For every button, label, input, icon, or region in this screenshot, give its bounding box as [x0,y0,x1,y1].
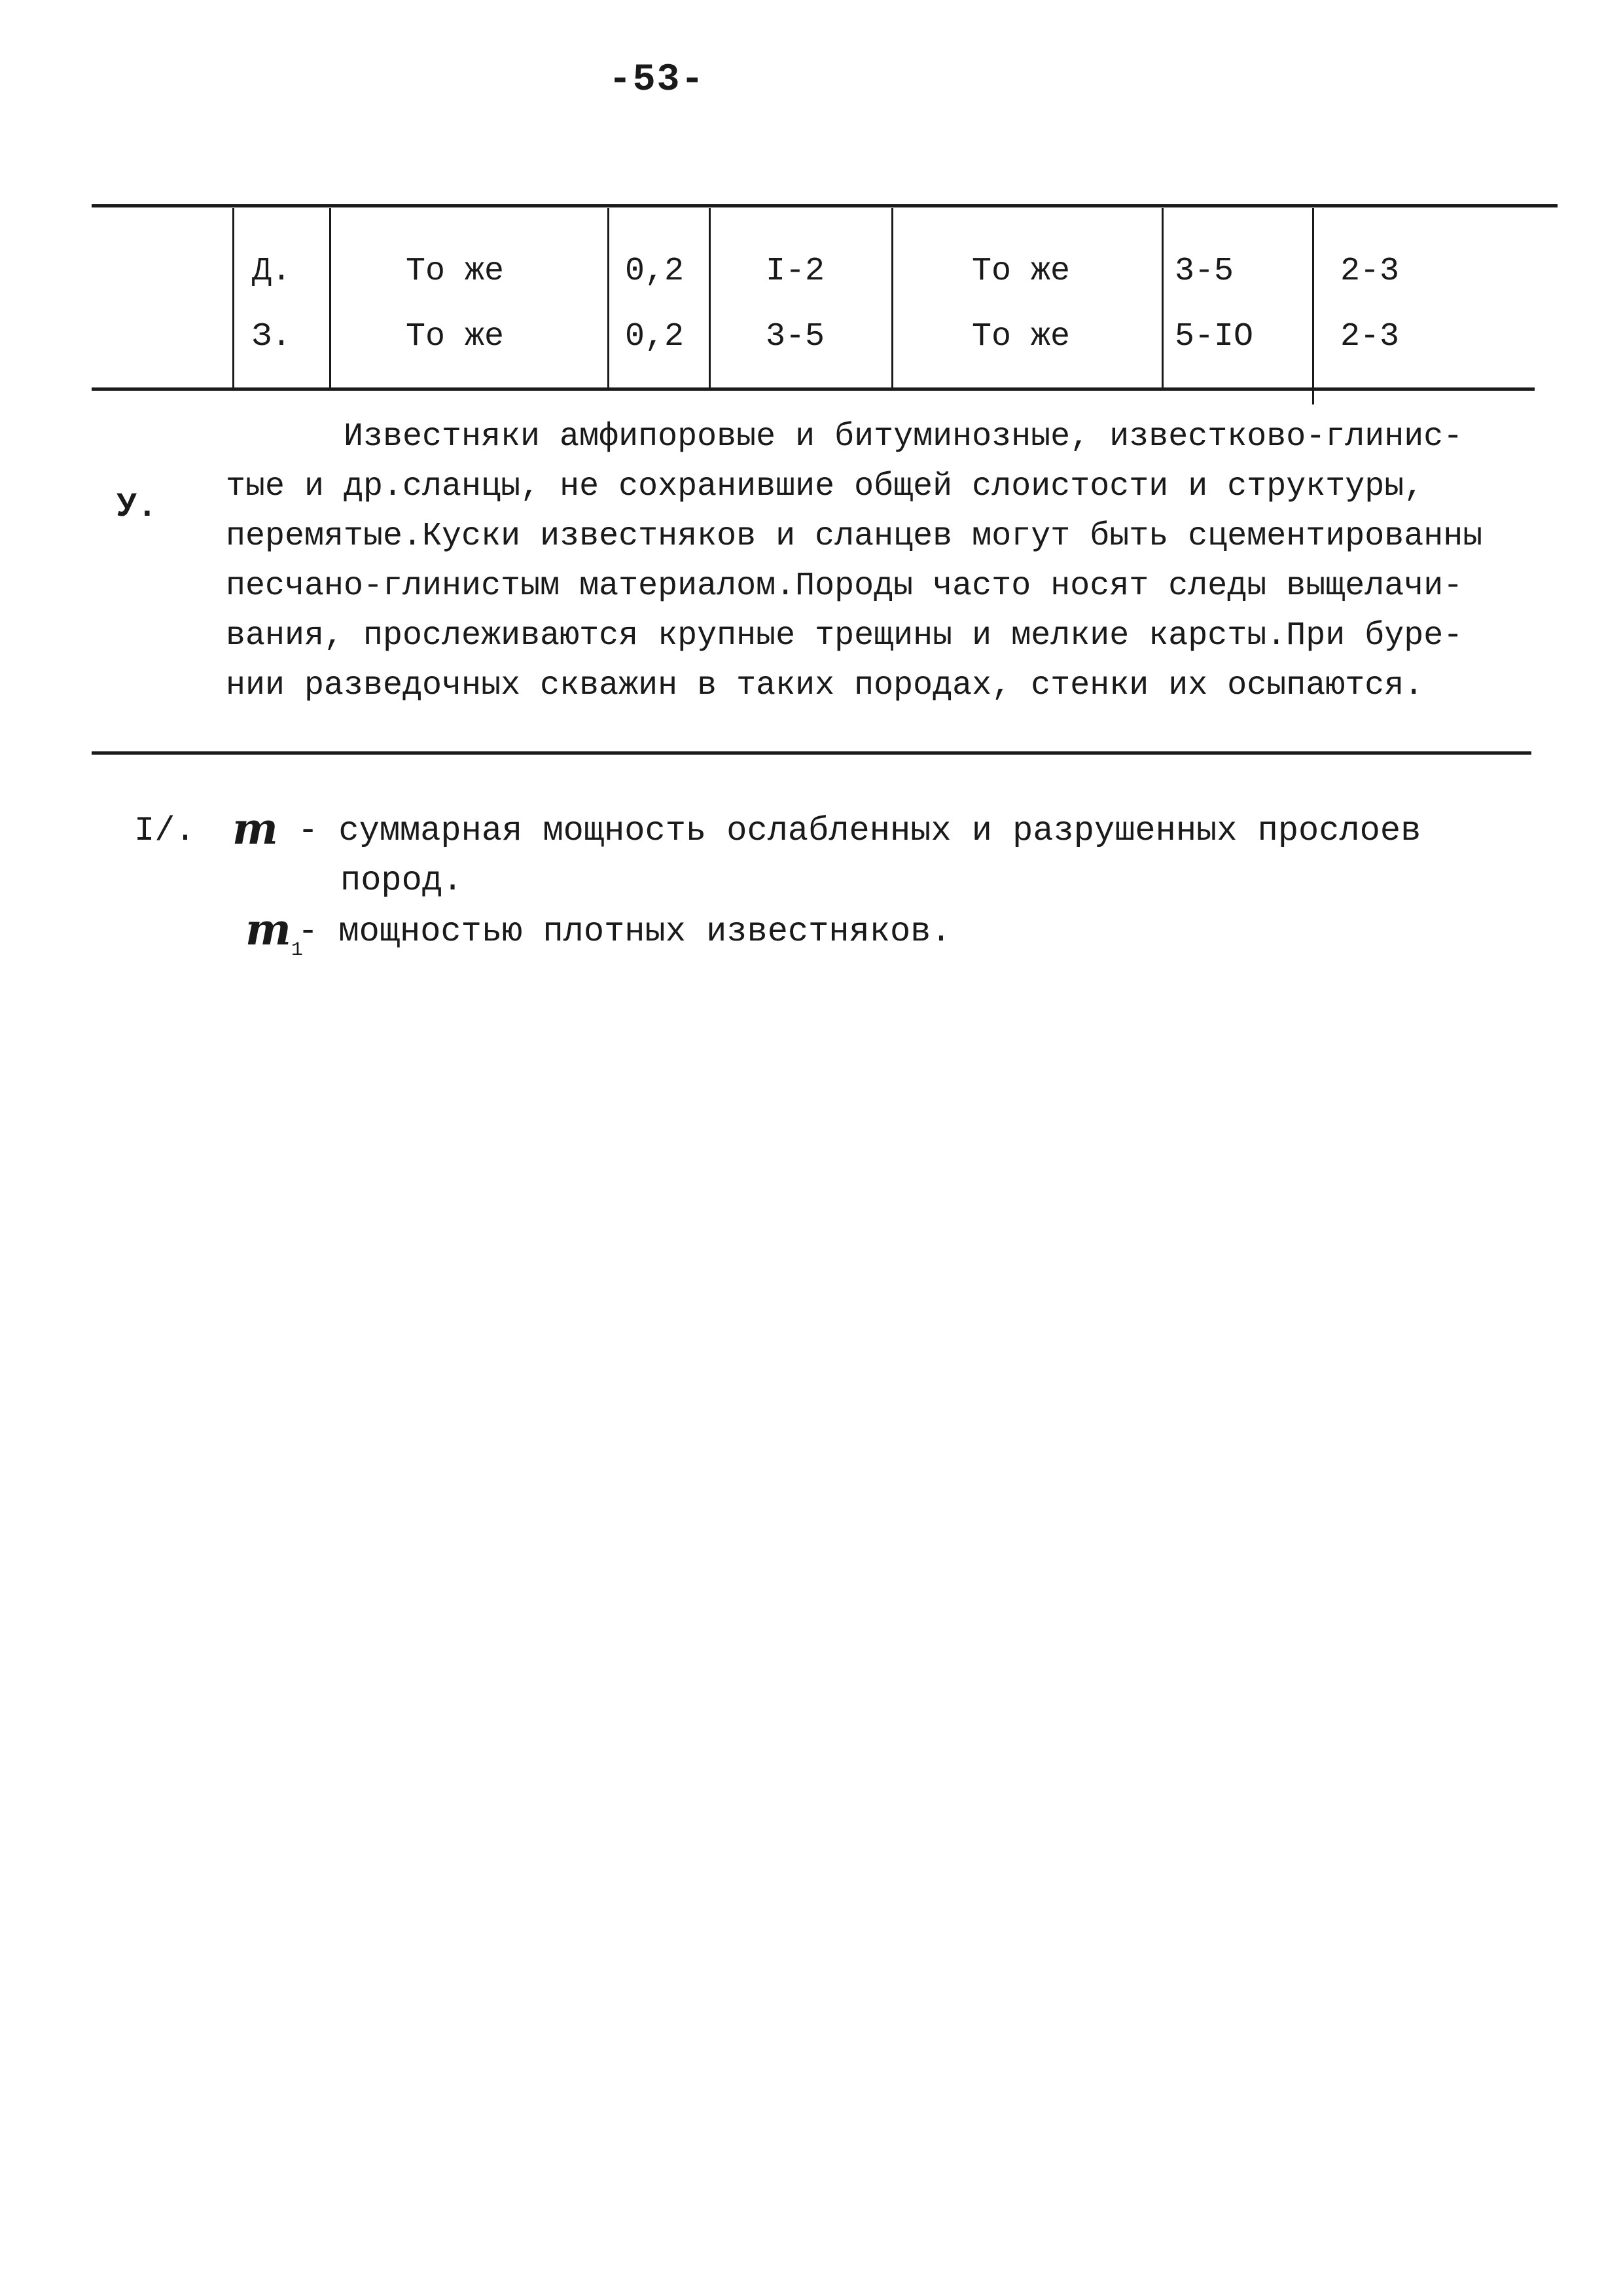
paragraph-line: песчано-глинистым материалом.Породы часто носят следы выщелачи- [226,567,1463,605]
paragraph-line: Известняки амфипоровые и битуминозные, известково-глинис- [344,418,1463,456]
paragraph-line: нии разведочных скважин в таких породах, стенки их осыпаются. [226,667,1424,704]
section-number: У. [116,488,158,526]
table-cell: I-2 [766,253,825,290]
column-divider [329,208,331,389]
table-cell: То же [972,253,1071,290]
m-symbol: m [232,803,278,854]
column-divider [607,208,609,389]
table-cell: 0,2 [625,253,685,290]
table-cell: 5-IO [1175,318,1254,355]
row-number: З. [252,318,292,355]
column-divider [891,208,893,389]
column-divider [1162,208,1164,389]
row-number: Д. [252,253,292,290]
page-number: -53- [609,59,705,101]
paragraph-line: вания, прослеживаются крупные трещины и мелкие карсты.При буре- [226,617,1463,655]
footnote-m1-text: - мощностью плотных известняков. [298,912,952,951]
table-cell: 2-3 [1340,253,1400,290]
table-cell: То же [972,318,1071,355]
table-cell: То же [406,253,505,290]
column-divider [1312,208,1314,404]
column-divider [709,208,711,389]
footnote-m-text: - суммарная мощность ослабленных и разрушенных прослоев [298,812,1421,850]
table-cell: 3-5 [766,318,825,355]
table-top-rule [92,204,1558,207]
footnote-marker: I/. [134,812,196,850]
m1-symbol: m [245,904,291,955]
table-bottom-rule [92,387,1535,391]
footnote-m1-symbol [245,905,303,975]
section-bottom-rule [92,751,1531,755]
footnote-m-symbol [232,804,278,860]
paragraph-line: перемятые.Куски известняков и сланцев могут быть сцементированны [226,518,1483,555]
table-cell: 3-5 [1175,253,1234,290]
table-cell: 2-3 [1340,318,1400,355]
table-cell: То же [406,318,505,355]
footnote-m-text-continued: пород. [340,861,463,900]
paragraph-line: тые и др.сланцы, не сохранившие общей слоистости и структуры, [226,468,1424,505]
column-divider [232,208,234,389]
m1-subscript: 1 [291,939,303,961]
table-cell: 0,2 [625,318,685,355]
section-description [226,412,1548,711]
